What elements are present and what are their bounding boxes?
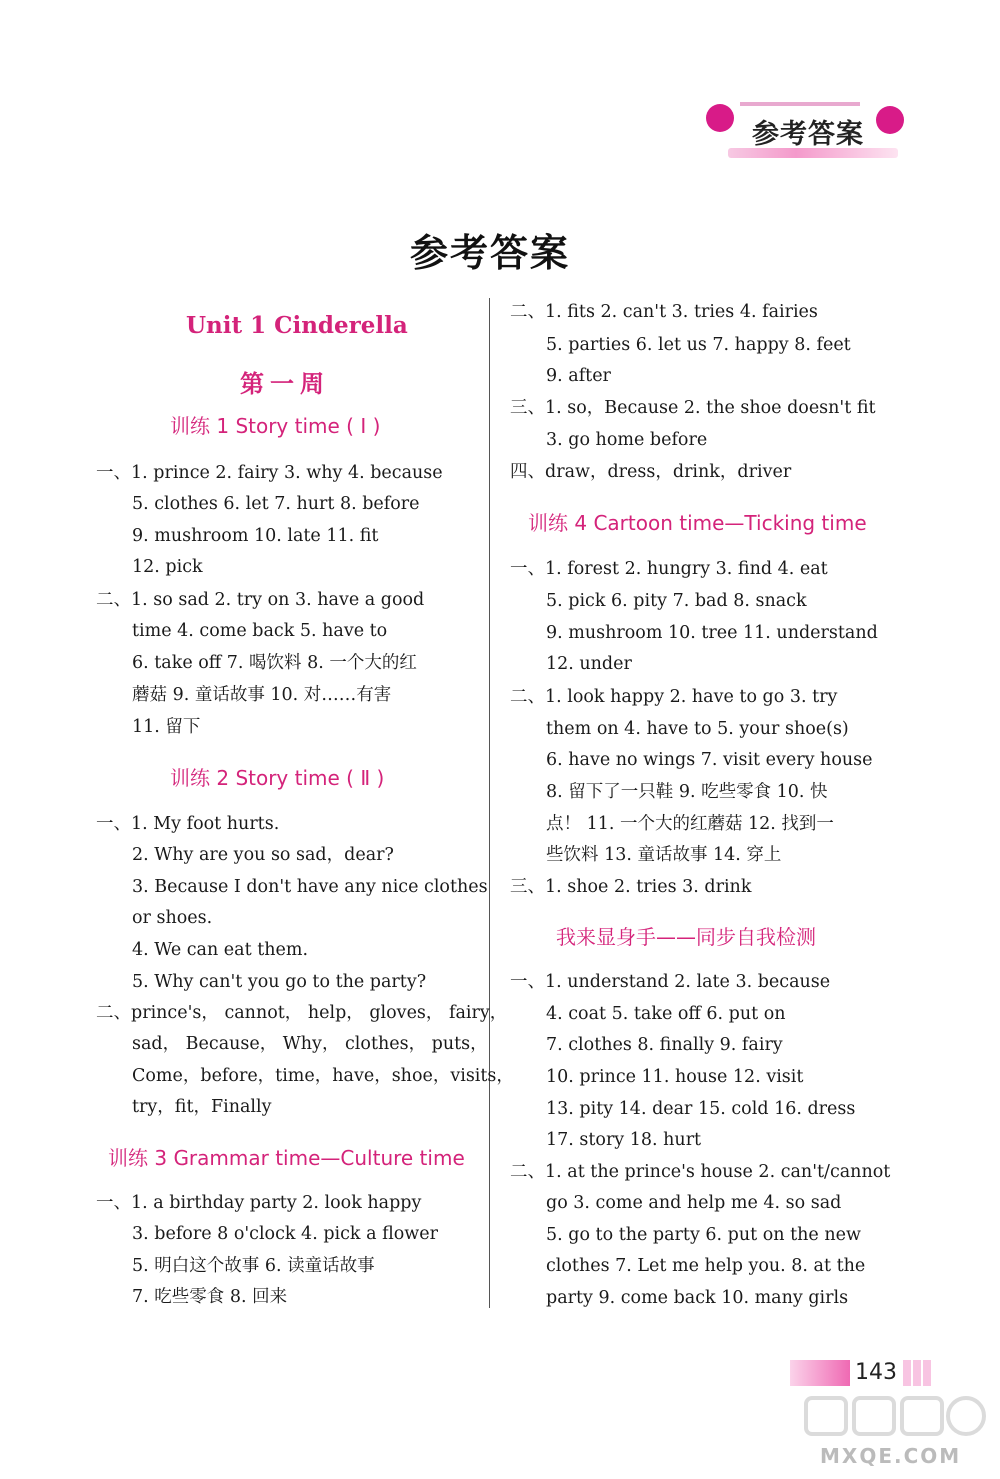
answer-line: 3. before 8 o'clock 4. pick a flower — [132, 1224, 438, 1244]
answer-line: 4. coat 5. take off 6. put on — [546, 1004, 786, 1024]
answer-line: 蘑菇 9. 童话故事 10. 对……有害 — [132, 685, 392, 705]
answer-line: 一、1. My foot hurts. — [96, 814, 280, 834]
answer-line: 5. go to the party 6. put on the new — [546, 1225, 861, 1245]
answer-line: time 4. come back 5. have to — [132, 621, 388, 641]
watermark-url: MXQE.COM — [820, 1444, 962, 1468]
answer-line: 3. go home before — [546, 430, 708, 450]
answer-line: 四、draw，dress，drink，driver — [510, 462, 792, 482]
cartoon-figure-right-icon — [876, 106, 904, 134]
answer-line: 9. after — [546, 366, 611, 386]
answer-line: 点！ 11. 一个大的红蘑菇 12. 找到一 — [546, 814, 834, 834]
section-heading: 训练 2 Story time ( Ⅱ ) — [170, 766, 385, 790]
answer-line: 3. Because I don't have any nice clothes — [132, 877, 488, 897]
answer-line: 7. clothes 8. finally 9. fairy — [546, 1035, 783, 1055]
answer-line: 6. take off 7. 喝饮料 8. 一个大的红 — [132, 653, 417, 673]
section-heading: 我来显身手——同步自我检测 — [556, 925, 816, 949]
answer-line: 5. 明白这个故事 6. 读童话故事 — [132, 1256, 375, 1276]
answer-line: 5. Why can't you go to the party? — [132, 972, 427, 992]
answer-line: 一、1. understand 2. late 3. because — [510, 972, 831, 992]
answer-line: 三、1. shoe 2. tries 3. drink — [510, 877, 752, 897]
page-title: 参考答案 — [409, 230, 570, 275]
answer-line: 一、1. forest 2. hungry 3. find 4. eat — [510, 559, 828, 579]
answer-line: 5. parties 6. let us 7. happy 8. feet — [546, 335, 851, 355]
answer-line: sad， Because， Why， clothes， puts， — [132, 1034, 488, 1054]
footer-decor-tail — [903, 1360, 931, 1386]
page-number: 143 — [855, 1360, 897, 1385]
answer-line: 一、1. a birthday party 2. look happy — [96, 1193, 422, 1213]
column-divider — [489, 298, 490, 1308]
answer-line: clothes 7. Let me help you. 8. at the — [546, 1256, 866, 1276]
section-heading: 训练 4 Cartoon time—Ticking time — [528, 511, 867, 535]
answer-line: 13. pity 14. dear 15. cold 16. dress — [546, 1099, 856, 1119]
answer-line: them on 4. have to 5. your shoe(s) — [546, 719, 849, 739]
answer-line: 二、1. at the prince's house 2. can't/cannot — [510, 1162, 891, 1182]
answer-line: try，fit，Finally — [132, 1097, 272, 1117]
answer-line: 二、prince's， cannot， help， gloves， fairy， — [96, 1003, 508, 1023]
week-title: 第一周 — [240, 369, 330, 398]
answer-line: 6. have no wings 7. visit every house — [546, 750, 873, 770]
answer-line: 二、1. so sad 2. try on 3. have a good — [96, 590, 425, 610]
answer-line: 9. mushroom 10. tree 11. understand — [546, 623, 878, 643]
footer-decor-bar — [790, 1360, 850, 1386]
answer-line: 5. pick 6. pity 7. bad 8. snack — [546, 591, 807, 611]
answer-line: 11. 留下 — [132, 717, 201, 737]
badge-label: 参考答案 — [752, 119, 864, 150]
answer-line: go 3. come and help me 4. so sad — [546, 1193, 842, 1213]
answer-line: 些饮料 13. 童话故事 14. 穿上 — [546, 845, 782, 865]
answer-line: party 9. come back 10. many girls — [546, 1288, 849, 1308]
unit-title: Unit 1 Cinderella — [186, 312, 408, 339]
answer-line: 17. story 18. hurt — [546, 1130, 702, 1150]
answer-line: or shoes. — [132, 908, 213, 928]
answer-line: 三、1. so，Because 2. the shoe doesn't fit — [510, 398, 876, 418]
answer-line: Come，before，time，have，shoe，visits， — [132, 1066, 514, 1086]
answer-line: 二、1. fits 2. can't 3. tries 4. fairies — [510, 302, 818, 322]
answer-line: 8. 留下了一只鞋 9. 吃些零食 10. 快 — [546, 782, 828, 802]
answer-line: 2. Why are you so sad，dear? — [132, 845, 394, 865]
answer-line: 4. We can eat them. — [132, 940, 309, 960]
section-heading: 训练 1 Story time ( Ⅰ ) — [170, 414, 381, 438]
answer-line: 10. prince 11. house 12. visit — [546, 1067, 804, 1087]
answer-line: 12. pick — [132, 557, 203, 577]
answer-line: 7. 吃些零食 8. 回来 — [132, 1287, 288, 1307]
answer-line: 12. under — [546, 654, 632, 674]
answer-line: 一、1. prince 2. fairy 3. why 4. because — [96, 463, 443, 483]
section-heading: 训练 3 Grammar time—Culture time — [108, 1146, 465, 1170]
answer-line: 5. clothes 6. let 7. hurt 8. before — [132, 494, 420, 514]
answer-badge — [700, 96, 910, 170]
answer-line: 9. mushroom 10. late 11. fit — [132, 526, 379, 546]
badge-top-bar — [740, 102, 860, 106]
answer-line: 二、1. look happy 2. have to go 3. try — [510, 687, 838, 707]
cartoon-figure-left-icon — [706, 104, 734, 132]
